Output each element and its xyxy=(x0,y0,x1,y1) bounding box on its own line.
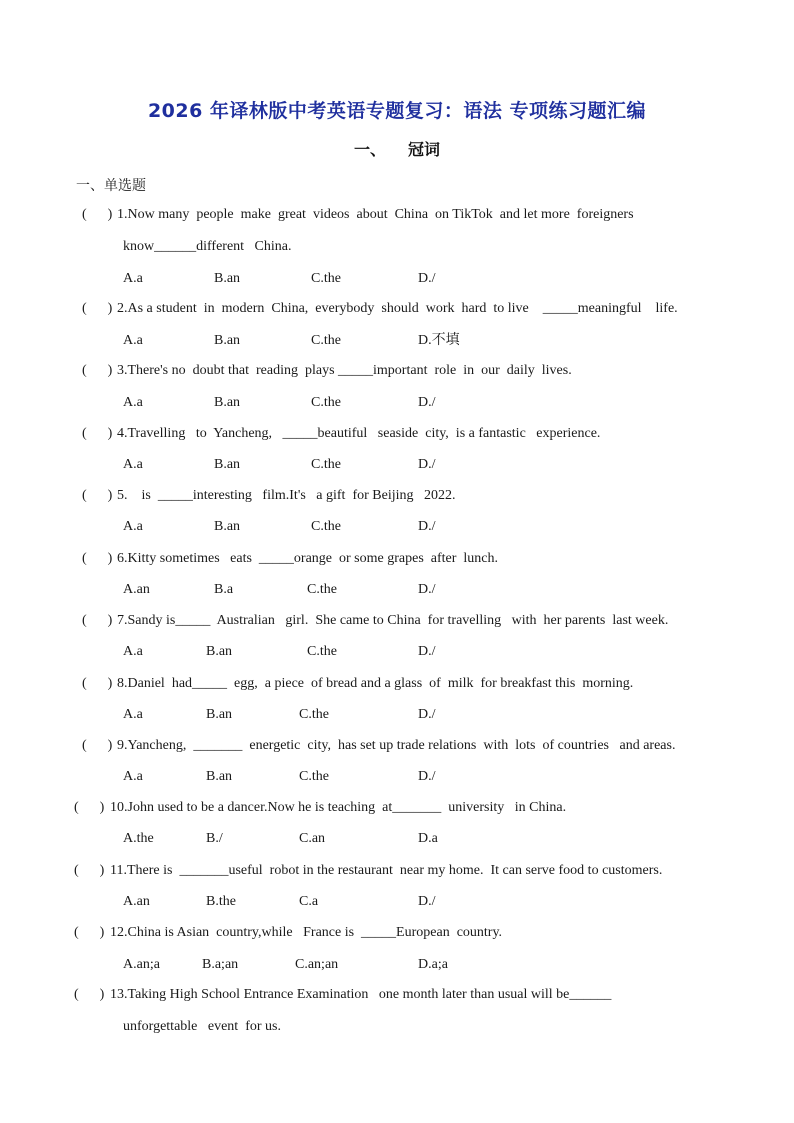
question-stem: 11.There is _______useful robot in the restaurant near my home. It can serve food to customers. xyxy=(110,863,663,878)
answer-option: D./ xyxy=(418,395,436,410)
question-stem: 4.Travelling to Yancheng, _____beautiful seaside city, is a fantastic experience. xyxy=(117,426,601,441)
answer-option: A.a xyxy=(123,769,143,784)
answer-blank: ( ) xyxy=(82,301,113,316)
section-number: 一、 xyxy=(353,140,386,159)
answer-option: D.a xyxy=(418,831,438,846)
answer-blank: ( ) xyxy=(74,863,105,878)
answer-option: C.the xyxy=(307,582,337,597)
question-stem: 13.Taking High School Entrance Examination one month later than usual will be______ xyxy=(110,987,612,1002)
answer-blank: ( ) xyxy=(74,800,105,815)
answer-option: A.a xyxy=(123,395,143,410)
answer-option: A.a xyxy=(123,644,143,659)
answer-option: A.a xyxy=(123,271,143,286)
answer-option: A.the xyxy=(123,831,154,846)
question-stem: 10.John used to be a dancer.Now he is teaching at_______ university in China. xyxy=(110,800,567,815)
answer-blank: ( ) xyxy=(82,738,113,753)
question-stem: 5. is _____interesting film.It's a gift for Beijing 2022. xyxy=(117,488,456,503)
question-stem-continued: unforgettable event for us. xyxy=(123,1019,281,1034)
answer-blank: ( ) xyxy=(82,363,113,378)
answer-option: A.an xyxy=(123,894,150,909)
answer-option: D./ xyxy=(418,519,436,534)
answer-blank: ( ) xyxy=(74,987,105,1002)
question-stem: 7.Sandy is_____ Australian girl. She came to China for travelling with her parents last week. xyxy=(117,613,669,628)
subsection-heading: 一、单选题 xyxy=(76,178,146,194)
answer-option: B.an xyxy=(214,457,241,472)
answer-blank: ( ) xyxy=(82,488,113,503)
answer-option: D./ xyxy=(418,582,436,597)
answer-option: C.the xyxy=(299,769,329,784)
question-stem: 6.Kitty sometimes eats _____orange or some grapes after lunch. xyxy=(117,551,499,566)
answer-option: C.the xyxy=(307,644,337,659)
answer-option: C.the xyxy=(311,395,341,410)
answer-option: B.the xyxy=(206,894,236,909)
answer-blank: ( ) xyxy=(74,925,105,940)
answer-option: C.the xyxy=(311,271,341,286)
question-stem: 1.Now many people make great videos about China on TikTok and let more foreigners xyxy=(117,207,634,222)
question-stem: 12.China is Asian country,while France is _____European country. xyxy=(110,925,503,940)
section-heading xyxy=(0,137,794,160)
answer-blank: ( ) xyxy=(82,426,113,441)
question-stem: 2.As a student in modern China, everybody should work hard to live _____meaningful life. xyxy=(117,301,678,316)
answer-blank: ( ) xyxy=(82,613,113,628)
question-stem: 8.Daniel had_____ egg, a piece of bread and a glass of milk for breakfast this morning. xyxy=(117,676,634,691)
answer-option: C.a xyxy=(299,894,319,909)
answer-option: A.an xyxy=(123,582,150,597)
answer-blank: ( ) xyxy=(82,551,113,566)
answer-option: C.the xyxy=(311,519,341,534)
answer-option: B.an xyxy=(206,707,233,722)
answer-option: B.a;an xyxy=(202,957,239,972)
answer-option: B.a xyxy=(214,582,234,597)
answer-option: B.an xyxy=(214,395,241,410)
answer-option: C.an xyxy=(299,831,326,846)
answer-option: D./ xyxy=(418,769,436,784)
answer-option: A.a xyxy=(123,333,143,348)
answer-option: B.an xyxy=(214,271,241,286)
answer-blank: ( ) xyxy=(82,207,113,222)
answer-option: C.the xyxy=(311,333,341,348)
answer-option: C.the xyxy=(311,457,341,472)
answer-option: D./ xyxy=(418,894,436,909)
answer-option: B.an xyxy=(206,644,233,659)
answer-option: A.a xyxy=(123,457,143,472)
answer-option: A.a xyxy=(123,519,143,534)
document-title: 2026 年译林版中考英语专题复习：语法 专项练习题汇编 xyxy=(147,100,647,122)
answer-option: D./ xyxy=(418,271,436,286)
answer-option: B.an xyxy=(214,519,241,534)
answer-option: A.a xyxy=(123,707,143,722)
section-name: 冠词 xyxy=(408,140,441,159)
answer-option: D./ xyxy=(418,707,436,722)
question-stem: 3.There's no doubt that reading plays _____important role in our daily lives. xyxy=(117,363,572,378)
answer-option: B./ xyxy=(206,831,223,846)
question-stem-continued: know______different China. xyxy=(123,239,292,254)
answer-option: D./ xyxy=(418,644,436,659)
answer-option: D.不填 xyxy=(418,333,460,348)
question-stem: 9.Yancheng, _______ energetic city, has set up trade relations with lots of countries and areas. xyxy=(117,738,676,753)
answer-option: A.an;a xyxy=(123,957,160,972)
answer-option: C.an;an xyxy=(295,957,339,972)
answer-option: B.an xyxy=(214,333,241,348)
answer-option: B.an xyxy=(206,769,233,784)
answer-option: C.the xyxy=(299,707,329,722)
answer-option: D.a;a xyxy=(418,957,448,972)
answer-option: D./ xyxy=(418,457,436,472)
answer-blank: ( ) xyxy=(82,676,113,691)
